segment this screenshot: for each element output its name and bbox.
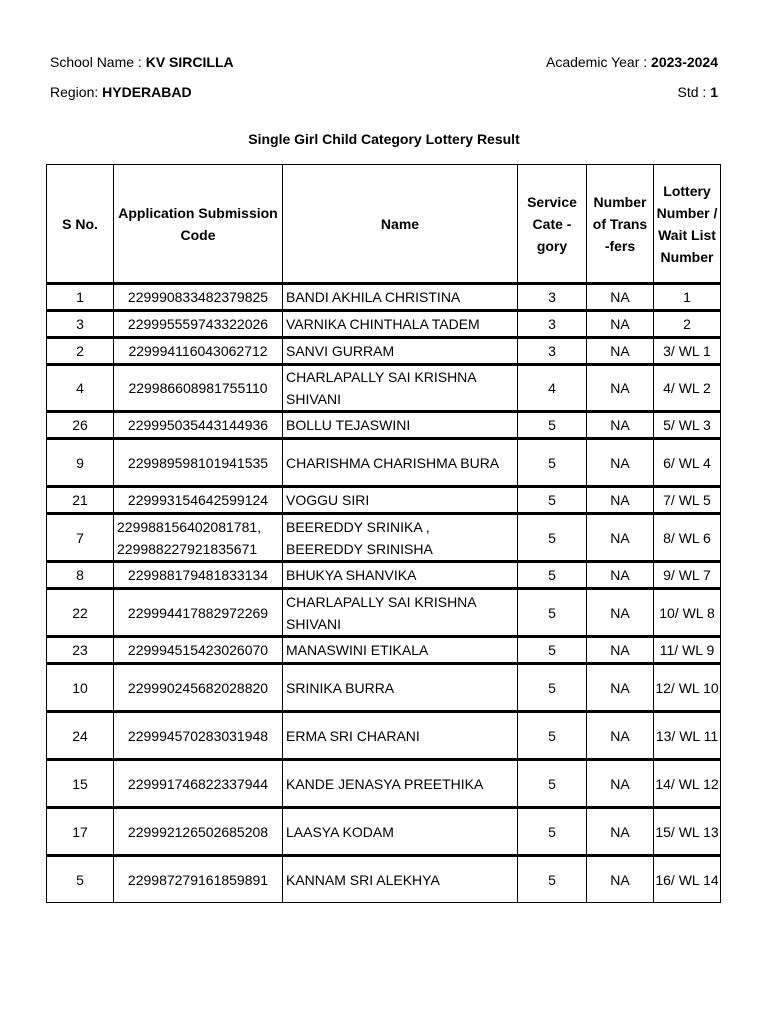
cell-transfers: NA — [587, 486, 654, 513]
cell-sno: 23 — [46, 636, 114, 663]
cell-transfers: NA — [587, 438, 654, 486]
school-name-label: School Name : — [50, 54, 146, 70]
table-row — [46, 759, 721, 807]
cell-name: SRINIKA BURRA — [283, 663, 518, 711]
cell-application-code: 229987279161859891 — [114, 855, 283, 903]
table-row — [46, 283, 721, 310]
table-row — [46, 411, 721, 438]
cell-sno: 15 — [46, 759, 114, 807]
cell-service-category: 5 — [518, 807, 587, 855]
cell-application-code: 229994116043062712 — [114, 337, 283, 364]
column-header-sno: S No. — [46, 164, 114, 283]
cell-sno: 9 — [46, 438, 114, 486]
cell-service-category: 5 — [518, 663, 587, 711]
cell-application-code-line: 229988227921835671 — [117, 540, 258, 557]
cell-transfers: NA — [587, 588, 654, 636]
cell-lottery-number: 10/ WL 8 — [654, 588, 721, 636]
cell-sno: 22 — [46, 588, 114, 636]
table-row — [46, 855, 721, 903]
cell-service-category: 5 — [518, 486, 587, 513]
cell-application-code — [114, 513, 283, 561]
cell-sno: 8 — [46, 561, 114, 588]
cell-application-code: 229989598101941535 — [114, 438, 283, 486]
cell-name: KANDE JENASYA PREETHIKA — [283, 759, 518, 807]
cell-transfers: NA — [587, 337, 654, 364]
column-header-lottery: Lottery Number / Wait List Number — [654, 164, 721, 283]
cell-transfers: NA — [587, 807, 654, 855]
cell-name: CHARLAPALLY SAI KRISHNA SHIVANI — [283, 588, 518, 636]
cell-application-code: 229990245682028820 — [114, 663, 283, 711]
cell-transfers: NA — [587, 855, 654, 903]
cell-application-code-line: 229988156402081781, — [117, 518, 262, 535]
table-row — [46, 807, 721, 855]
cell-sno: 4 — [46, 364, 114, 411]
cell-name: SANVI GURRAM — [283, 337, 518, 364]
cell-service-category: 5 — [518, 711, 587, 759]
cell-lottery-number: 12/ WL 10 — [654, 663, 721, 711]
column-header-service: Service Cate - gory — [518, 164, 587, 283]
table-row — [46, 513, 721, 561]
academic-year — [546, 54, 718, 71]
cell-name: LAASYA KODAM — [283, 807, 518, 855]
cell-application-code: 229994515423026070 — [114, 636, 283, 663]
cell-application-code: 229990833482379825 — [114, 283, 283, 310]
cell-name: VOGGU SIRI — [283, 486, 518, 513]
standard-value: 1 — [710, 84, 718, 100]
cell-service-category: 5 — [518, 513, 587, 561]
cell-lottery-number: 7/ WL 5 — [654, 486, 721, 513]
cell-name: VARNIKA CHINTHALA TADEM — [283, 310, 518, 337]
cell-lottery-number: 6/ WL 4 — [654, 438, 721, 486]
cell-transfers: NA — [587, 513, 654, 561]
table-row — [46, 711, 721, 759]
cell-name — [283, 513, 518, 561]
table-row — [46, 364, 721, 411]
academic-year-value: 2023-2024 — [651, 54, 718, 70]
cell-service-category: 3 — [518, 310, 587, 337]
school-name-value: KV SIRCILLA — [145, 54, 234, 70]
standard-label: Std : — [677, 84, 711, 100]
lottery-result-table — [46, 164, 721, 903]
cell-application-code: 229995559743322026 — [114, 310, 283, 337]
cell-sno: 21 — [46, 486, 114, 513]
cell-application-code: 229992126502685208 — [114, 807, 283, 855]
cell-sno: 1 — [46, 283, 114, 310]
cell-service-category: 4 — [518, 364, 587, 411]
cell-lottery-number: 13/ WL 11 — [654, 711, 721, 759]
cell-transfers: NA — [587, 636, 654, 663]
region-label: Region: — [50, 84, 103, 100]
table-header-row — [46, 164, 721, 283]
cell-sno: 2 — [46, 337, 114, 364]
school-name — [50, 54, 234, 71]
cell-application-code: 229995035443144936 — [114, 411, 283, 438]
cell-service-category: 5 — [518, 411, 587, 438]
cell-lottery-number: 8/ WL 6 — [654, 513, 721, 561]
cell-application-code: 229988179481833134 — [114, 561, 283, 588]
academic-year-label: Academic Year : — [545, 54, 652, 70]
cell-lottery-number: 9/ WL 7 — [654, 561, 721, 588]
cell-sno: 7 — [46, 513, 114, 561]
table-row — [46, 561, 721, 588]
cell-service-category: 5 — [518, 855, 587, 903]
region-value: HYDERABAD — [102, 84, 192, 100]
region — [50, 84, 192, 101]
cell-name: CHARISHMA CHARISHMA BURA — [283, 438, 518, 486]
cell-sno: 17 — [46, 807, 114, 855]
cell-sno: 3 — [46, 310, 114, 337]
table-row — [46, 636, 721, 663]
column-header-transfers: Number of Trans -fers — [587, 164, 654, 283]
page-title: Single Girl Child Category Lottery Result — [248, 131, 520, 147]
column-header-name: Name — [283, 164, 518, 283]
cell-name-line: BEEREDDY SRINIKA , — [286, 518, 430, 535]
cell-lottery-number: 11/ WL 9 — [654, 636, 721, 663]
cell-transfers: NA — [587, 364, 654, 411]
cell-service-category: 3 — [518, 337, 587, 364]
table-row — [46, 588, 721, 636]
cell-service-category: 5 — [518, 636, 587, 663]
cell-lottery-number: 15/ WL 13 — [654, 807, 721, 855]
cell-name-line: BEEREDDY SRINISHA — [286, 540, 433, 557]
table-row — [46, 663, 721, 711]
cell-name: BHUKYA SHANVIKA — [283, 561, 518, 588]
table-row — [46, 310, 721, 337]
table-row — [46, 438, 721, 486]
standard — [678, 84, 718, 101]
table-row — [46, 486, 721, 513]
cell-lottery-number: 1 — [654, 283, 721, 310]
cell-application-code: 229994417882972269 — [114, 588, 283, 636]
cell-transfers: NA — [587, 283, 654, 310]
cell-transfers: NA — [587, 711, 654, 759]
cell-name: BANDI AKHILA CHRISTINA — [283, 283, 518, 310]
cell-name: CHARLAPALLY SAI KRISHNA SHIVANI — [283, 364, 518, 411]
cell-name: KANNAM SRI ALEKHYA — [283, 855, 518, 903]
table-row — [46, 337, 721, 364]
cell-sno: 10 — [46, 663, 114, 711]
cell-sno: 24 — [46, 711, 114, 759]
cell-name: BOLLU TEJASWINI — [283, 411, 518, 438]
cell-transfers: NA — [587, 310, 654, 337]
cell-sno: 26 — [46, 411, 114, 438]
cell-application-code: 229993154642599124 — [114, 486, 283, 513]
cell-transfers: NA — [587, 411, 654, 438]
cell-lottery-number: 5/ WL 3 — [654, 411, 721, 438]
cell-name: ERMA SRI CHARANI — [283, 711, 518, 759]
cell-application-code: 229986608981755110 — [114, 364, 283, 411]
column-header-code: Application Submission Code — [114, 164, 283, 283]
cell-application-code: 229991746822337944 — [114, 759, 283, 807]
cell-transfers: NA — [587, 663, 654, 711]
cell-lottery-number: 16/ WL 14 — [654, 855, 721, 903]
cell-service-category: 5 — [518, 759, 587, 807]
cell-sno: 5 — [46, 855, 114, 903]
cell-lottery-number: 2 — [654, 310, 721, 337]
cell-service-category: 5 — [518, 561, 587, 588]
cell-lottery-number: 4/ WL 2 — [654, 364, 721, 411]
cell-service-category: 3 — [518, 283, 587, 310]
cell-lottery-number: 3/ WL 1 — [654, 337, 721, 364]
cell-service-category: 5 — [518, 588, 587, 636]
cell-transfers: NA — [587, 561, 654, 588]
cell-lottery-number: 14/ WL 12 — [654, 759, 721, 807]
cell-service-category: 5 — [518, 438, 587, 486]
cell-name: MANASWINI ETIKALA — [283, 636, 518, 663]
cell-transfers: NA — [587, 759, 654, 807]
cell-application-code: 229994570283031948 — [114, 711, 283, 759]
